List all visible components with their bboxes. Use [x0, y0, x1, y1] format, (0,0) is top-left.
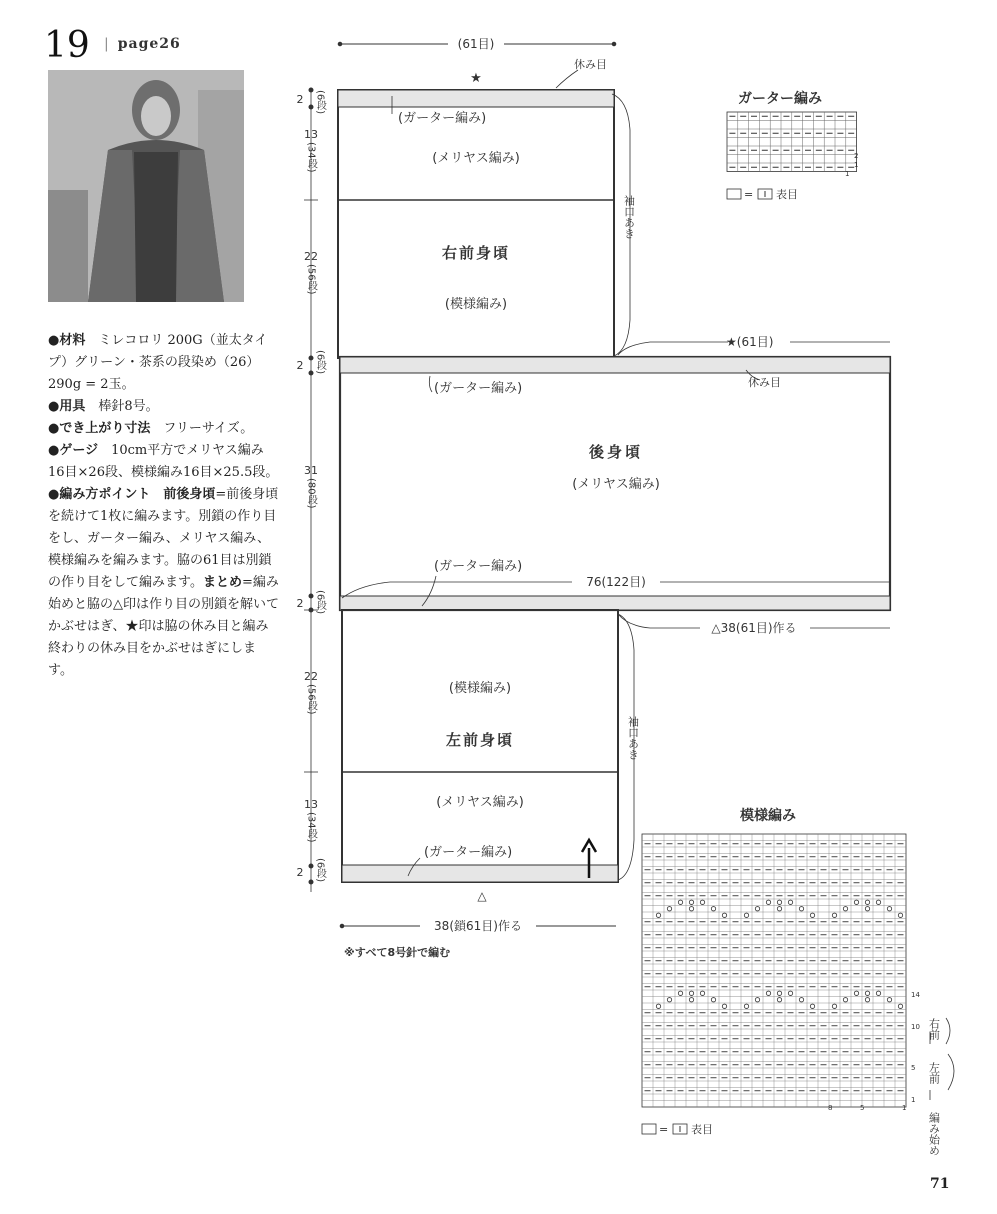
rows-6-top: (6段)	[314, 90, 326, 115]
sleeve-opening-label-2: 袖口あき	[626, 716, 640, 760]
pattern-label-2: (模様編み)	[448, 681, 512, 696]
stockinette-label-1: (メリヤス編み)	[432, 151, 520, 166]
garter-label-4: (ガーター編み)	[424, 845, 513, 860]
width-76-label: 76(122目)	[586, 575, 646, 589]
dim-22-top: 22	[304, 250, 318, 263]
pattern-col-label-1: 1	[902, 1104, 907, 1112]
stockinette-label-2: (メリヤス編み)	[572, 477, 660, 492]
gauge: ●ゲージ 10cm平方でメリヤス編み16目×26段、模様編み16目×25.5段。	[48, 443, 279, 480]
rest-stitches-label-mid: 休み目	[748, 376, 781, 389]
pattern-chart-title: 模様編み	[740, 808, 796, 824]
needle-note: ※すべて8号針で編む	[344, 946, 451, 959]
garter-label-2: (ガーター編み)	[434, 381, 523, 396]
star-mark-top: ★	[470, 71, 482, 86]
triangle-mark-bottom: △	[477, 889, 487, 903]
garter-label-1: (ガーター編み)	[398, 111, 487, 126]
pattern-row-label-14: 14	[911, 991, 920, 999]
garter-row-label-2: 2	[854, 152, 859, 160]
page-number: 71	[930, 1176, 950, 1192]
pattern-grid	[642, 834, 906, 1107]
pattern-legend-text: 表目	[691, 1123, 713, 1136]
right-front-label: 右前身頃	[441, 244, 511, 262]
finished-size: ●でき上がり寸法 フリーサイズ。	[48, 421, 254, 436]
rows-56-bottom: (56段)	[305, 684, 317, 715]
garter-legend-empty-box	[727, 189, 741, 199]
pattern-row-label-10: 10	[911, 1023, 920, 1031]
page-reference: | page26	[104, 36, 181, 52]
dim-22-bottom: 22	[304, 670, 318, 683]
rows-80: (80段)	[305, 478, 317, 509]
star-61-label: ★(61目)	[726, 335, 774, 349]
garter-grid	[727, 112, 857, 172]
top-width-label: (61目)	[457, 37, 495, 51]
pattern-number: 19	[44, 25, 90, 66]
stockinette-label-3: (メリヤス編み)	[436, 795, 524, 810]
dim-13-top: 13	[304, 128, 318, 141]
pattern-col-label-5: 5	[860, 1104, 865, 1112]
pattern-row-label-5: 5	[911, 1064, 916, 1072]
left-front-label: 左前身頃	[445, 731, 515, 749]
rows-6-back-top: (6段)	[314, 350, 326, 375]
garter-chart	[720, 84, 870, 214]
sleeve-opening-label-1: 袖口あき	[622, 195, 636, 239]
rows-6-back-bottom: (6段)	[314, 590, 326, 615]
materials: ●材料 ミレコロリ 200G（並太タイプ）グリーン・茶系の段染め（26）290g = 2玉。	[48, 333, 268, 392]
right-front-bracket-label: 右前	[927, 1018, 941, 1040]
dim-31: 31	[304, 464, 318, 477]
start-label: 編み始め	[927, 1112, 941, 1156]
pattern-chart	[630, 800, 960, 1170]
pattern-label-1: (模様編み)	[444, 297, 508, 312]
back-label: 後身頃	[588, 443, 644, 461]
garter-row-label-1: 1	[854, 161, 859, 169]
dim-2-top: 2	[296, 93, 304, 106]
garter-legend-eq: =	[744, 188, 754, 201]
pattern-legend-eq: =	[659, 1123, 669, 1136]
garter-legend-text: 表目	[776, 188, 798, 201]
rows-56-top: (56段)	[305, 264, 317, 295]
pattern-col-label-8: 8	[828, 1104, 833, 1112]
pattern-legend-empty-box	[642, 1124, 656, 1134]
garter-label-3: (ガーター編み)	[434, 559, 523, 574]
tools: ●用具 棒針8号。	[48, 399, 159, 414]
dim-13-bottom: 13	[304, 798, 318, 811]
rows-34-bottom: (34段)	[305, 812, 317, 843]
garter-chart-title: ガーター編み	[738, 91, 822, 107]
dim-2-bottom: 2	[296, 866, 304, 879]
dim-2-back-top: 2	[296, 359, 304, 372]
dim-2-back-bottom: 2	[296, 597, 304, 610]
bottom-width-label: 38(鎖61目)作る	[434, 919, 522, 933]
knitting-points: ●編み方ポイント 前後身頃=前後身頃を続けて1枚に編みます。別鎖の作り目をし、ガーター編み、メリヤス編み、模様編みを編みます。脇の61目は別鎖の作り目をして編みます。まとめ=編み始めと脇の△印は作り目の別鎖を解いてかぶせはぎ、★印は脇の休み目と編み終わりの休み目をかぶせはぎにします。	[48, 487, 279, 678]
triangle-38-label: △38(61目)作る	[711, 621, 797, 635]
left-front-bracket-label: 左前	[927, 1062, 941, 1084]
pattern-row-label-1: 1	[911, 1096, 916, 1104]
rows-34-top: (34段)	[305, 142, 317, 173]
rest-stitches-label-top: 休み目	[574, 58, 607, 71]
rows-6-bottom: (6段)	[314, 858, 326, 883]
page-ref-text: page26	[117, 36, 181, 52]
garter-col-label-1: 1	[845, 170, 850, 178]
